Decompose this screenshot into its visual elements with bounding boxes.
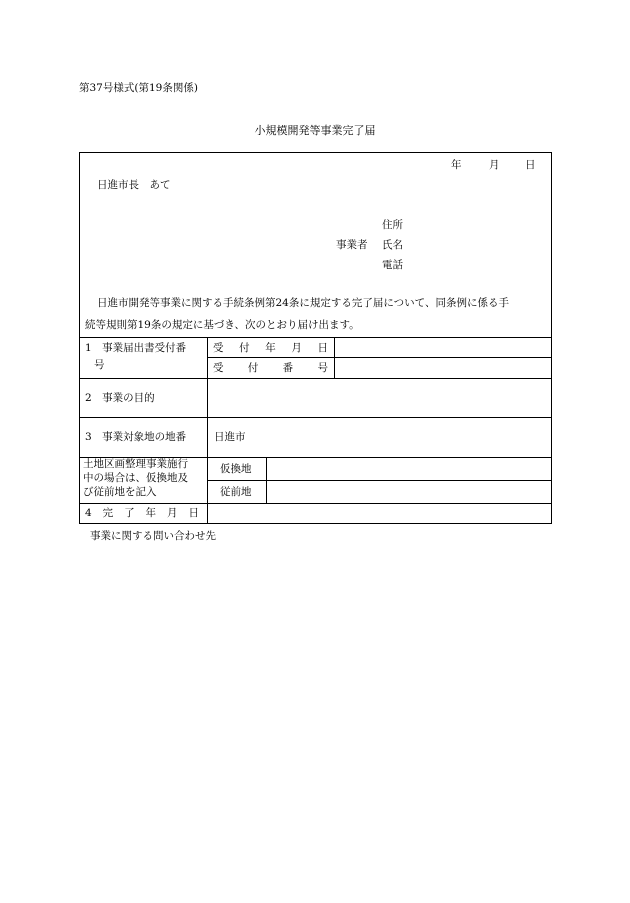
row1-sub1-char: 付 <box>239 342 250 354</box>
row5-char: 了 <box>124 507 135 519</box>
body-text-line-2: 続等規則第19条の規定に基づき、次のとおり届け出ます。 <box>85 319 360 331</box>
row2-top-line <box>79 378 552 379</box>
label-column-line <box>207 337 208 524</box>
date-year: 年 <box>451 159 462 171</box>
row1-sub2-char: 受 <box>213 362 224 374</box>
row5-char: 月 <box>167 507 178 519</box>
applicant-role: 事業者 <box>336 239 368 251</box>
row1-label-line-2: 号 <box>94 359 105 371</box>
row3-value: 日進市 <box>214 431 246 443</box>
row2-label: 2 事業の目的 <box>85 392 155 404</box>
row4-mid-line <box>207 480 552 481</box>
date-month: 月 <box>489 159 500 171</box>
row1-top-line <box>79 337 552 338</box>
row5-top-line <box>79 503 552 504</box>
document-title: 小規模開発等事業完了届 <box>254 124 376 137</box>
addressee: 日進市長 あて <box>97 179 171 191</box>
border-right <box>551 152 552 524</box>
row1-sub2-char: 番 <box>282 362 294 374</box>
row1-sub2-label <box>213 360 328 376</box>
row4-sub1-label: 仮換地 <box>220 463 252 475</box>
row3-label: 3 事業対象地の地番 <box>85 431 187 443</box>
row5-label <box>85 505 199 521</box>
row4-sub2-label: 従前地 <box>220 486 252 498</box>
name-label: 氏名 <box>382 239 403 251</box>
row1-sub2-char: 号 <box>317 362 328 374</box>
row1-sub1-char: 受 <box>213 342 224 354</box>
row1-label-line-1: 1 事業届出書受付番 <box>85 342 187 354</box>
form-number: 第37号様式(第19条関係) <box>79 82 198 94</box>
row4-sub-column-line <box>266 457 267 504</box>
row1-sub1-char: 年 <box>265 342 276 354</box>
row3-top-line <box>79 417 552 418</box>
address-label: 住所 <box>382 219 403 231</box>
row5-char: 4 <box>85 507 92 519</box>
date-day: 日 <box>525 159 536 171</box>
contact-label: 事業に関する問い合わせ先 <box>90 530 216 542</box>
phone-label: 電話 <box>382 259 403 271</box>
form-frame <box>79 152 552 524</box>
row1-sub1-char: 日 <box>317 342 328 354</box>
border-top <box>79 152 552 153</box>
row4-label-line-2: 中の場合は、仮換地及 <box>83 472 188 484</box>
row4-label-line-3: び従前地を記入 <box>83 486 157 498</box>
row5-char: 完 <box>102 507 114 519</box>
row1-sub-column-line <box>334 337 335 379</box>
row1-mid-line <box>207 357 552 358</box>
border-bottom <box>79 523 552 524</box>
border-left <box>79 152 80 524</box>
body-text-line-1: 日進市開発等事業に関する手続条例第24条に規定する完了届について、同条例に係る手 <box>97 297 509 309</box>
row1-sub1-label <box>213 340 328 356</box>
row5-char: 日 <box>188 507 199 519</box>
row5-char: 年 <box>145 507 157 519</box>
row1-sub2-char: 付 <box>247 362 259 374</box>
row4-label-line-1: 土地区画整理事業施行 <box>83 458 188 470</box>
row1-sub1-char: 月 <box>291 342 302 354</box>
